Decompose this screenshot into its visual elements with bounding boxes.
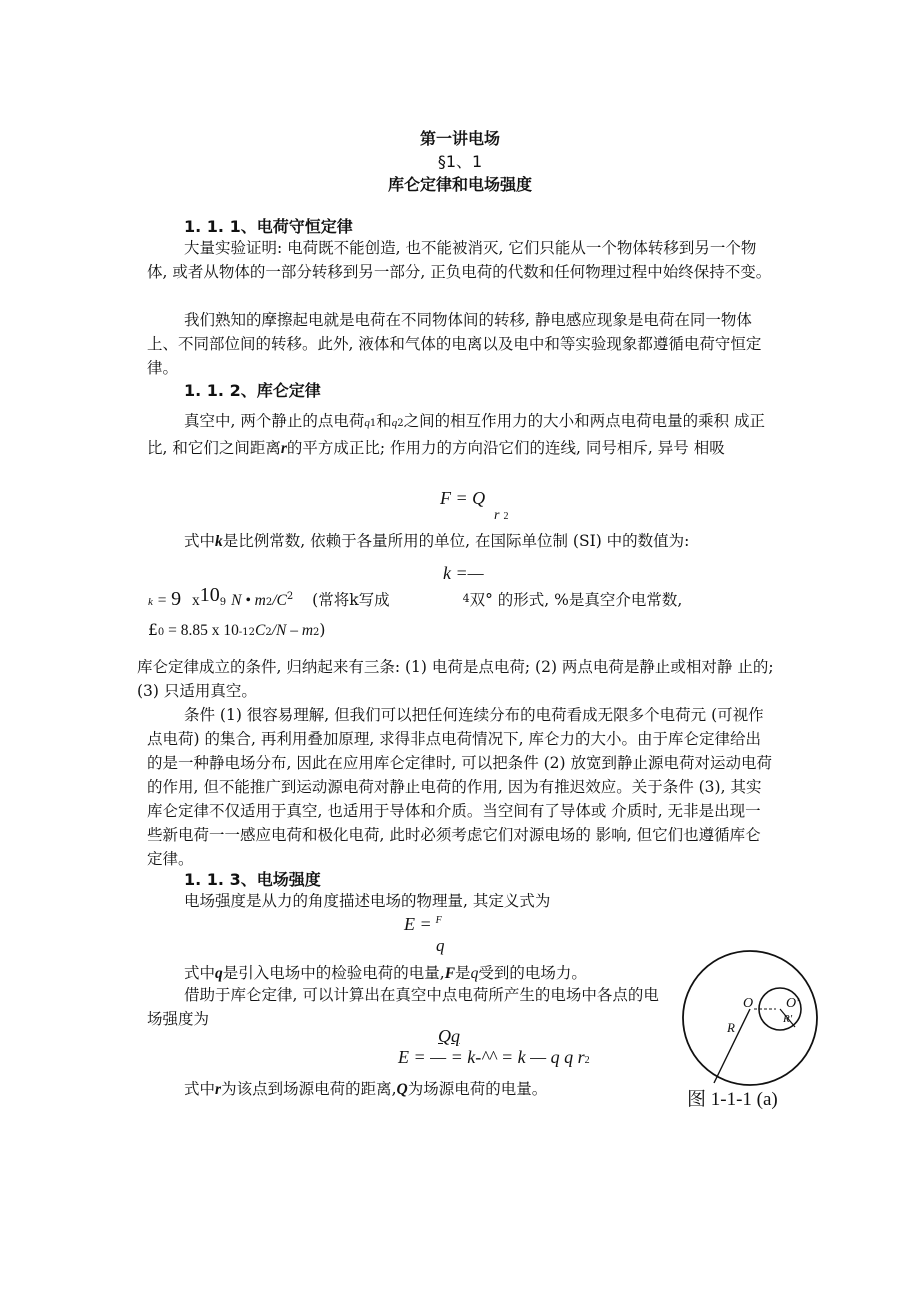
k-text-a: 式中 bbox=[184, 532, 216, 550]
k-description bbox=[184, 529, 689, 551]
F-symbol: F bbox=[444, 965, 456, 982]
k-value-unit-sup2: 2 bbox=[286, 590, 294, 602]
epsilon-unit-sub: 2 bbox=[265, 627, 272, 638]
k-value-times: x bbox=[192, 592, 200, 609]
q-symbol: q bbox=[215, 965, 223, 982]
k-note-4b: 的形式, %是真空介电常数, bbox=[497, 591, 683, 609]
section-number: §1、1 bbox=[437, 152, 483, 171]
epsilon-close: ) bbox=[319, 621, 326, 639]
epsilon-symbol: £ bbox=[148, 621, 158, 639]
k-note: (常将k写成 bbox=[312, 591, 390, 609]
epsilon-value: = 8.85 x 10 bbox=[164, 622, 239, 639]
epsilon-unit: C bbox=[254, 622, 266, 639]
r-symbol: r bbox=[280, 440, 287, 457]
k-value-unit-b: /C bbox=[272, 592, 287, 609]
paragraph-point-charge-field: 借助于库仑定律, 可以计算出在真空中点电荷所产生的电场中各点的电场强度为 bbox=[147, 986, 659, 1028]
epsilon-sub: 0 bbox=[157, 627, 165, 638]
label-R-prime: R′ bbox=[783, 1013, 793, 1025]
figure-caption: 图 1-1-1 (a) bbox=[687, 1089, 778, 1110]
k-value-10: 10 bbox=[199, 584, 220, 606]
r-description bbox=[184, 1077, 547, 1099]
coulomb-text-c: 的平方成正比; 作用力的方向沿它们的连线, 同号相斥, 异号 相吸 bbox=[286, 439, 725, 457]
paragraph-charge-conservation-2: 我们熟知的摩擦起电就是电荷在不同物体间的转移, 静电感应现象是电荷在同一物体上、不同部位间的转移。此外, 液体和气体的电离以及电中和等实验现象都遵循电荷守恒定律。 bbox=[147, 311, 762, 377]
label-R: R bbox=[727, 1020, 735, 1035]
Q-symbol: Q bbox=[396, 1081, 408, 1098]
outer-circle bbox=[683, 951, 817, 1085]
k-value-line bbox=[148, 584, 682, 611]
q-text-b: 是引入电场中的检验电荷的电量, bbox=[222, 964, 445, 982]
k-value-exponent: 9 bbox=[219, 597, 227, 608]
field-formula-top: E = $^F$ bbox=[404, 914, 442, 934]
section-title: 库仑定律和电场强度 bbox=[387, 175, 532, 194]
k-value-unit: N • m bbox=[231, 592, 266, 609]
heading-1-1-3: 1. 1. 3、电场强度 bbox=[184, 870, 321, 889]
label-O-prime: O′ bbox=[786, 996, 800, 1011]
k-equation: k =— bbox=[443, 563, 484, 583]
q-symbol-2: q bbox=[470, 965, 479, 982]
k-value-unit-sup: 2 bbox=[265, 597, 273, 608]
r-text-b: 为该点到场源电荷的距离, bbox=[221, 1080, 397, 1098]
k-text-b: 是比例常数, 依赖于各量所用的单位, 在国际单位制 (SI) 中的数值为: bbox=[222, 532, 690, 550]
k-note-4: 4 bbox=[462, 592, 470, 605]
k-value-9: 9 bbox=[171, 588, 182, 610]
paragraph-coulomb-law bbox=[147, 409, 775, 461]
r-text-a: 式中 bbox=[184, 1080, 216, 1098]
field-formula-bottom: q bbox=[436, 936, 445, 955]
coulomb-text-b: 之间的相互作用力的大小和两点电荷电量的乘积 成正比, 和它们之间距离 bbox=[147, 412, 766, 457]
epsilon-unit-b: /N – m bbox=[271, 622, 314, 639]
r-text-c: 为场源电荷的电量。 bbox=[407, 1080, 548, 1098]
figure-circles bbox=[680, 948, 820, 1088]
heading-1-1-1: 1. 1. 1、电荷守恒定律 bbox=[184, 217, 353, 236]
q2-symbol: q bbox=[391, 417, 398, 429]
q-text-c: 是 bbox=[455, 964, 471, 982]
q-text-a: 式中 bbox=[184, 964, 216, 982]
q1-subscript: 1 bbox=[369, 418, 377, 429]
coulomb-formula-bottom: r 2 bbox=[494, 508, 509, 523]
paragraph-charge-conservation-1: 大量实验证明: 电荷既不能创造, 也不能被消灭, 它们只能从一个物体转移到另一个物体, 或者从物体的一部分转移到另一部分, 正负电荷的代数和任何物理过程中始终保持不变。 bbox=[147, 239, 772, 281]
k-value-symbol: k bbox=[148, 596, 153, 608]
k-symbol: k bbox=[215, 533, 223, 550]
label-O: O bbox=[743, 996, 754, 1011]
point-field-formula-top: Qq bbox=[438, 1026, 460, 1046]
coulomb-formula-top: F = Q bbox=[440, 488, 486, 508]
page-title: 第一讲电场 bbox=[419, 129, 500, 148]
q1-symbol: q bbox=[364, 417, 370, 429]
k-value-eq: = bbox=[152, 592, 172, 609]
q2-subscript: 2 bbox=[397, 418, 404, 429]
r-symbol-2: r bbox=[215, 1081, 222, 1098]
field-definition-text: 电场强度是从力的角度描述电场的物理量, 其定义式为 bbox=[184, 892, 551, 910]
coulomb-text-a: 真空中, 两个静止的点电荷 bbox=[184, 412, 365, 430]
paragraph-conditions: 库仑定律成立的条件, 归纳起来有三条: (1) 电荷是点电荷; (2) 两点电荷是静止或相对静 止的; (3) 只适用真空。 bbox=[137, 658, 774, 700]
epsilon-unit-sub2: 2 bbox=[313, 627, 320, 638]
paragraph-conditions-explained: 条件 (1) 很容易理解, 但我们可以把任何连续分布的电荷看成无限多个电荷元 (可视作点电荷) 的集合, 再利用叠加原理, 求得非点电荷情况下, 库仑力的大小。由于库仑定律给出的是一种静电场分布, 因此在应用库仑定律时, 可以把条件 (2) 放宽到静止源电荷对运动电荷的作用, 但不能推广到运动源电荷对静止电荷的作用, 因为有推迟效应。关于条件 (3), 其实库仑定律不仅适用于真空, 也适用于导体和介质。当空间有了导体或 介质时, 无非是出现一些新电荷一一感应电荷和极化电荷, 此时必须考虑它们对源电场的 影响, 但它们也遵循库仑定律。 bbox=[147, 706, 773, 868]
heading-1-1-2: 1. 1. 2、库仑定律 bbox=[184, 381, 321, 400]
q-text-d: 受到的电场力。 bbox=[478, 964, 587, 982]
epsilon-exp: -12 bbox=[238, 627, 255, 638]
point-field-formula: E = — = k-^^ = k — q q r2 bbox=[398, 1047, 590, 1067]
q-description bbox=[184, 961, 587, 983]
epsilon-line bbox=[148, 621, 325, 640]
k-note-3: 双° bbox=[469, 591, 493, 609]
and-text: 和 bbox=[376, 412, 392, 430]
